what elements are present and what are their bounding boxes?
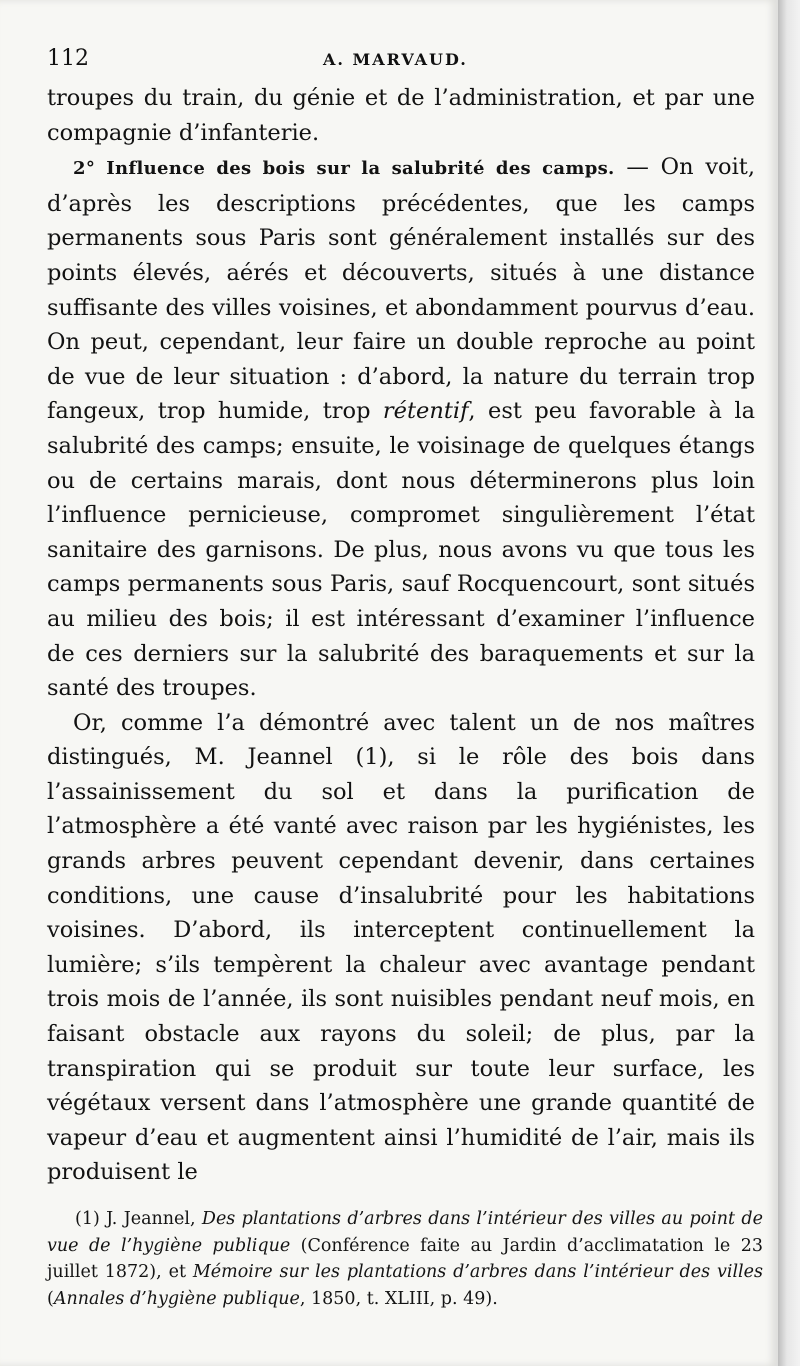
footnote-text: ( [47,1288,54,1309]
footnote-journal: Annales d’hygiène publique [53,1288,300,1309]
page-header [47,44,747,74]
paragraph-jeannel: Or, comme l’a démontré avec talent un de nos maîtres distingués, M. Jeannel (1), si le rôle des bois dans l’assainissement du sol et dans la purification de l’atmosphère a été vanté avec raison par les hygiénistes, les grands arbres peuvent cependant devenir, dans certaines conditions, une cause d’insalubrité pour les habitations voisines. D’abord, ils interceptent continuellement la lumière; s’ils tempèrent la chaleur avec avantage pendant trois mois de l’année, ils sont nuisibles pendant neuf mois, en faisant obstacle aux rayons du soleil; de plus, par la transpiration qui se produit sur toute leur surface, les végétaux versent dans l’atmosphère une grande quantité de vapeur d’eau et augmentent ainsi l’humidité de l’air, mais ils produisent le [47,709,755,1186]
footnote-title-1: Des plantations d’arbres dans l’intérieur des villes au point de vue de l’hygiène publique [47,1209,763,1256]
body-text [47,81,755,1190]
paragraph-text: , est peu favorable à la salubrité des camps; ensuite, le voisinage de quelques étangs ou de certains marais, dont nous déterminerons plus loin l’influence pernicieuse, compromet singulièrement l’état sanitaire des garnisons. De plus, nous avons vu que tous les camps permanents sous Paris, sauf Rocquencourt, sont situés au milieu des bois; il est intéressant d’examiner l’influence de ces derniers sur la salubrité des baraquements et sur la santé des troupes. [47,398,755,702]
section-heading: 2° Influence des bois sur la salubrité des camps. [73,158,615,180]
paragraph-continued: troupes du train, du génie et de l’administration, et par une compagnie d’infanterie. [47,85,755,146]
page-number: 112 [47,46,89,71]
footnote-lead: (1) J. Jeannel, [75,1209,202,1229]
paragraph-section-2 [47,150,755,706]
running-head: A. MARVAUD. [323,50,468,69]
footnote [47,1206,763,1312]
footnote-text: , 1850, t. XLIII, p. 49). [299,1288,498,1309]
page-edge [778,0,800,1366]
footnote-text: (Conférence faite au Jardin d’acclimatation le 23 juillet 1872), et [47,1235,763,1282]
italic-term: rétentif [382,398,469,425]
paragraph-text: — On voit, d’après les descriptions précédentes, que les camps permanents sous Paris sont généralement installés sur des points élevés, aérés et découverts, situés à une distance suffisante des villes voisines, et abondamment pourvus d’eau. On peut, cependant, leur faire un double reproche au point de vue de leur situation : d’abord, la nature du terrain trop fangeux, trop humide, trop [47,154,755,425]
footnote-title-2: Mémoire sur les plantations d’arbres dans l’intérieur des villes [192,1262,763,1282]
